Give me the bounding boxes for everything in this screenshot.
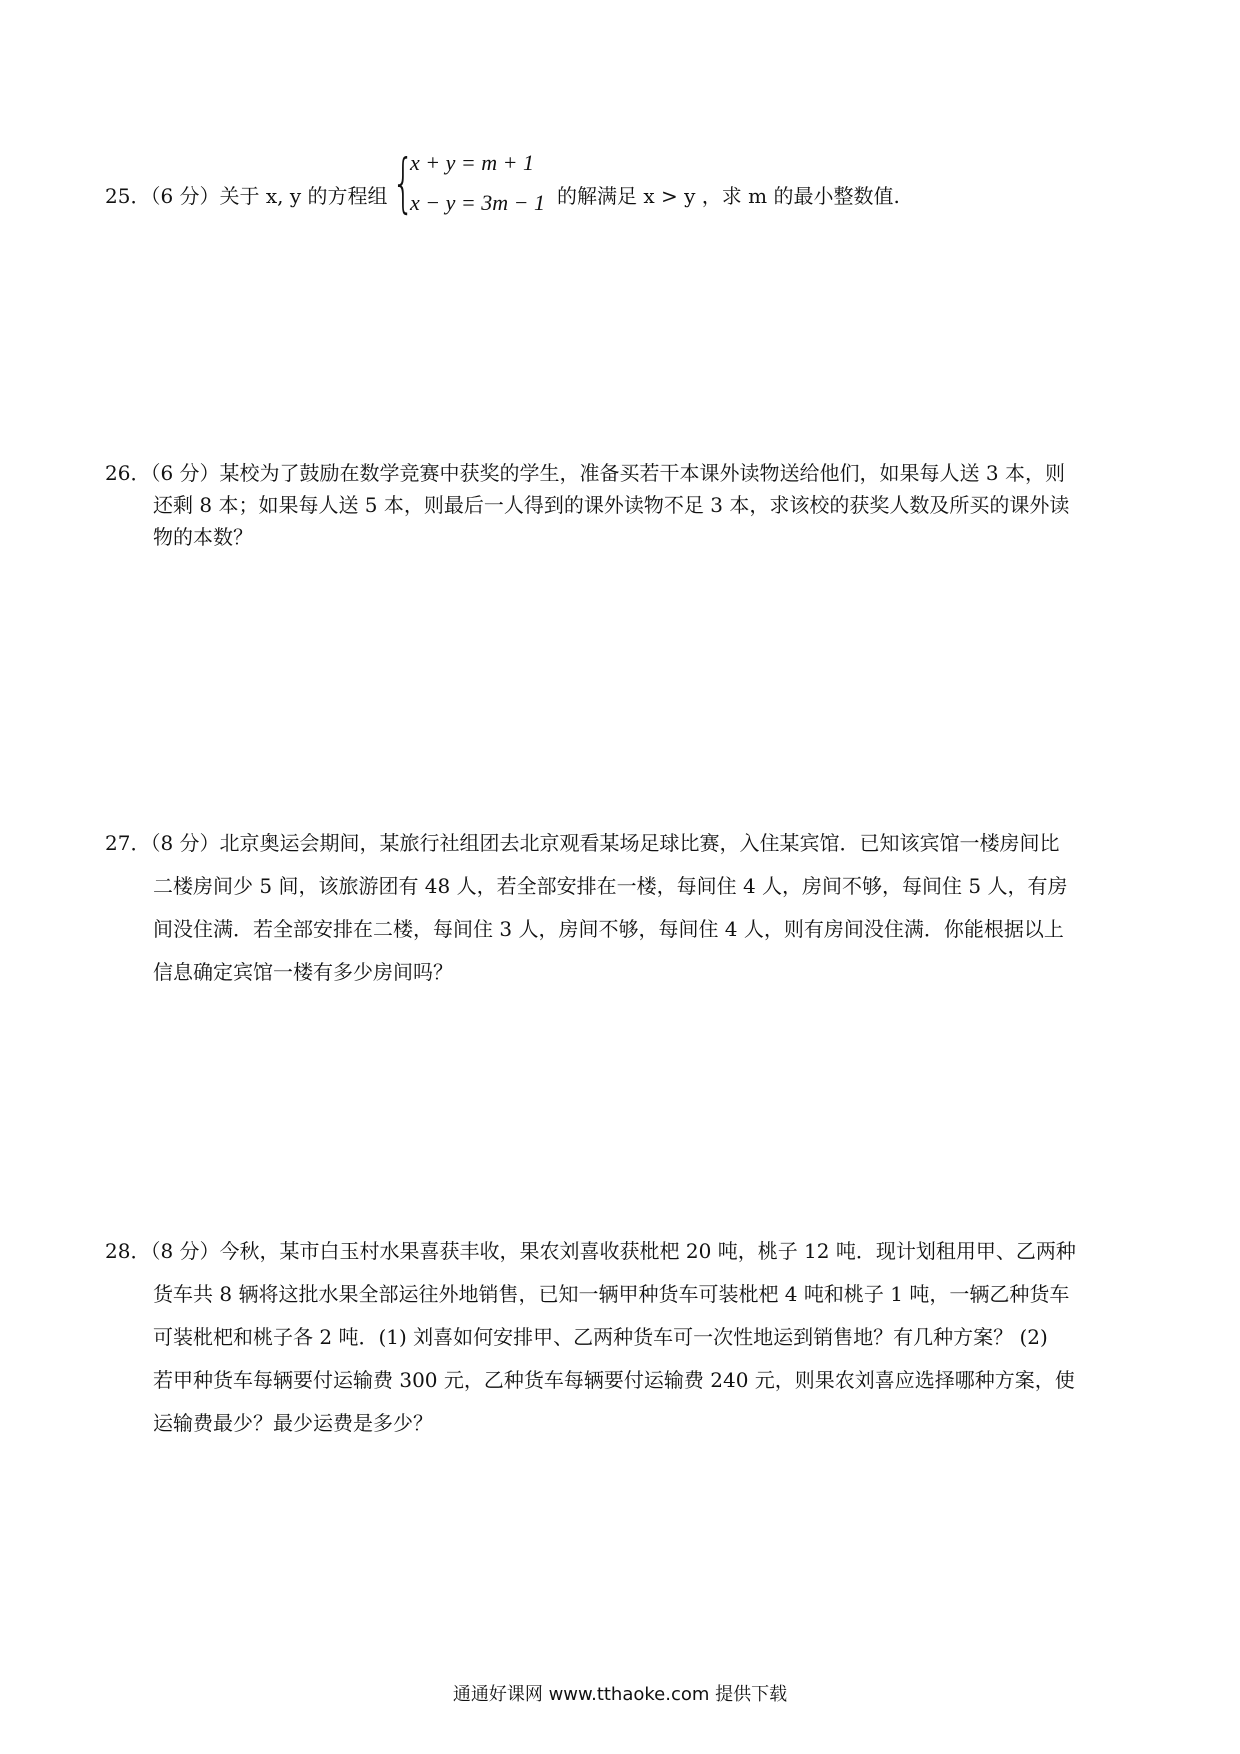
q26-line: 26．（6 分）某校为了鼓励在数学竞赛中获奖的学生，准备买若干本课外读物送给他们，如果每人送 3 本，则 (105, 461, 1065, 485)
q26-line: 物的本数？ (153, 525, 253, 549)
q28-line: 可装枇杷和桃子各 2 吨．(1) 刘喜如何安排甲、乙两种货车可一次性地运到销售地？有几种方案？ (2) (153, 1325, 1048, 1349)
q28-line: 运输费最少？最少运费是多少？ (153, 1411, 433, 1435)
q25-prefix: 25．（6 分）关于 x, y 的方程组 (105, 184, 388, 208)
q25-equation-2: x − y = 3m − 1 (410, 190, 545, 215)
q28-line: 28．（8 分）今秋，某市白玉村水果喜获丰收，果农刘喜收获枇杷 20 吨，桃子 12 吨．现计划租用甲、乙两种 (105, 1239, 1076, 1263)
q25-suffix: 的解满足 x > y ，求 m 的最小整数值. (557, 184, 900, 208)
q27-line: 二楼房间少 5 间，该旅游团有 48 人，若全部安排在一楼，每间住 4 人，房间不够，每间住 5 人，有房 (153, 874, 1068, 898)
q27-line: 信息确定宾馆一楼有多少房间吗？ (153, 960, 453, 984)
equation-brace: { (392, 147, 415, 221)
q27-line: 间没住满．若全部安排在二楼，每间住 3 人，房间不够，每间住 4 人，则有房间没住满．你能根据以上 (153, 917, 1064, 941)
q28-line: 若甲种货车每辆要付运输费 300 元，乙种货车每辆要付运输费 240 元，则果农刘喜应选择哪种方案，使 (153, 1368, 1075, 1392)
q25-equation-1: x + y = m + 1 (410, 150, 534, 175)
q26-line: 还剩 8 本；如果每人送 5 本，则最后一人得到的课外读物不足 3 本，求该校的获奖人数及所买的课外读 (153, 493, 1070, 517)
footer-source: 通通好课网 www.tthaoke.com 提供下载 (452, 1684, 788, 1705)
q27-line: 27．（8 分）北京奥运会期间，某旅行社组团去北京观看某场足球比赛，入住某宾馆．已知该宾馆一楼房间比 (105, 831, 1060, 855)
q28-line: 货车共 8 辆将这批水果全部运往外地销售，已知一辆甲种货车可装枇杷 4 吨和桃子 1 吨，一辆乙种货车 (153, 1282, 1070, 1306)
